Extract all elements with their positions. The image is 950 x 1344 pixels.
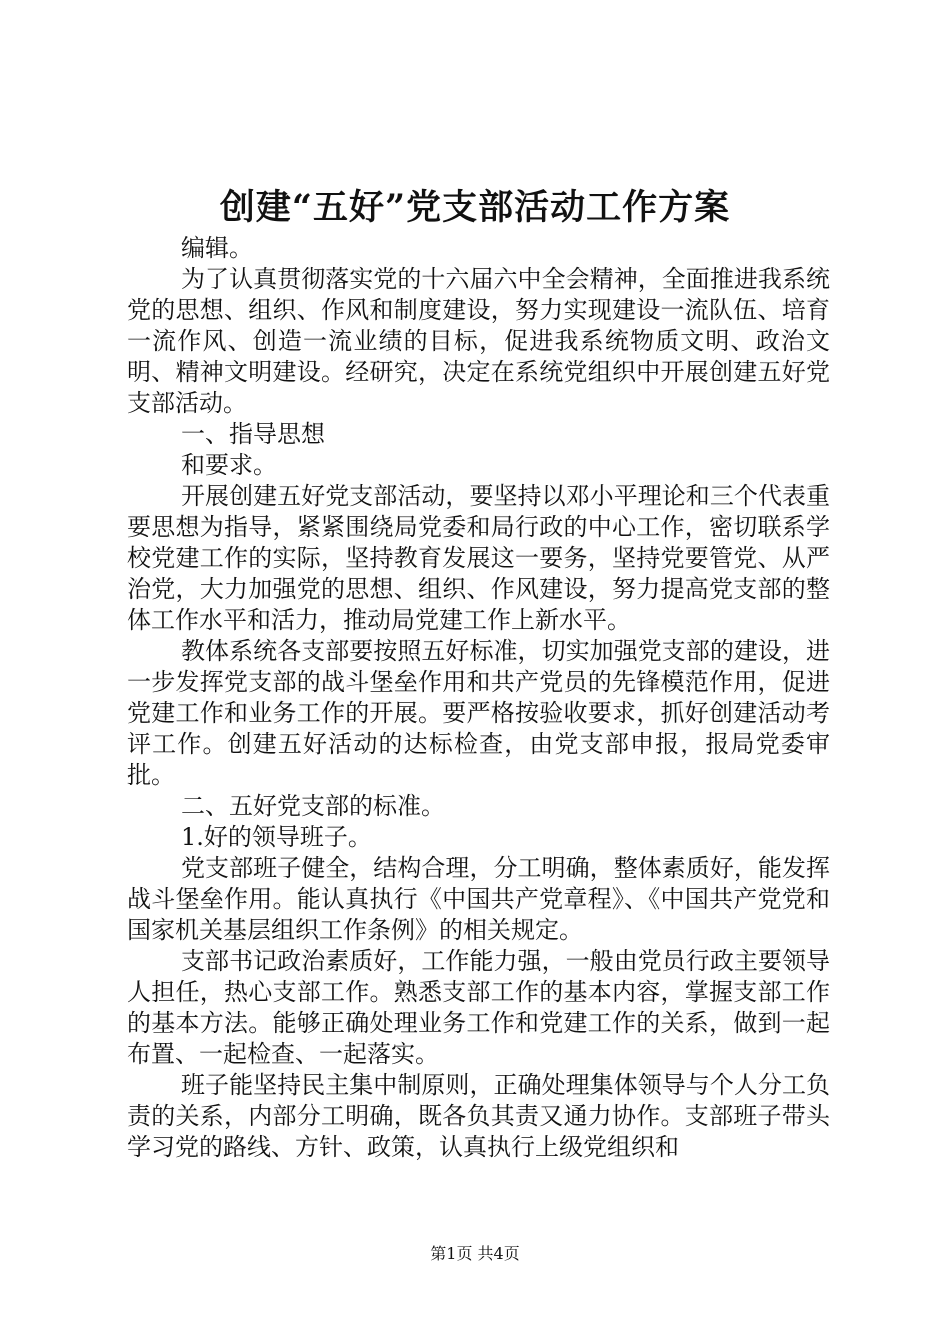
section-heading: 一、指导思想 — [181, 420, 325, 448]
paragraph: 支部书记政治素质好，工作能力强，一般由党员行政主要领导人担任，热心支部工作。熟悉支部工作的基本内容，掌握支部工作的基本方法。能够正确处理业务工作和党建工作的关系，做到一起布置、一起检查、一起落实。 — [127, 947, 830, 1068]
page-footer: 第1页 共4页 — [430, 1244, 520, 1263]
paragraph: 教体系统各支部要按照五好标准，切实加强党支部的建设，进一步发挥党支部的战斗堡垒作用和共产党员的先锋模范作用，促进党建工作和业务工作的开展。要严格按验收要求，抓好创建活动考评工作。创建五好活动的达标检查，由党支部申报，报局党委审批。 — [127, 637, 830, 789]
paragraph: 和要求。 — [181, 451, 277, 479]
paragraph: 党支部班子健全，结构合理，分工明确，整体素质好，能发挥战斗堡垒作用。能认真执行《中国共产党章程》、《中国共产党党和国家机关基层组织工作条例》的相关规定。 — [127, 854, 830, 944]
subsection-heading: 1.好的领导班子。 — [181, 823, 372, 851]
document-title: 创建“五好”党支部活动工作方案 — [219, 187, 731, 228]
paragraph: 编辑。 — [181, 234, 253, 262]
document-body — [127, 233, 830, 1163]
section-heading: 二、五好党支部的标准。 — [181, 792, 445, 820]
paragraph: 班子能坚持民主集中制原则，正确处理集体领导与个人分工负责的关系，内部分工明确，既各负其责又通力协作。支部班子带头学习党的路线、方针、政策，认真执行上级党组织和 — [127, 1071, 830, 1161]
paragraph: 为了认真贯彻落实党的十六届六中全会精神，全面推进我系统党的思想、组织、作风和制度建设，努力实现建设一流队伍、培育一流作风、创造一流业绩的目标，促进我系统物质文明、政治文明、精神文明建设。经研究，决定在系统党组织中开展创建五好党支部活动。 — [127, 265, 830, 417]
paragraph: 开展创建五好党支部活动，要坚持以邓小平理论和三个代表重要思想为指导，紧紧围绕局党委和局行政的中心工作，密切联系学校党建工作的实际，坚持教育发展这一要务，坚持党要管党、从严治党，大力加强党的思想、组织、作风建设，努力提高党支部的整体工作水平和活力，推动局党建工作上新水平。 — [127, 482, 830, 634]
